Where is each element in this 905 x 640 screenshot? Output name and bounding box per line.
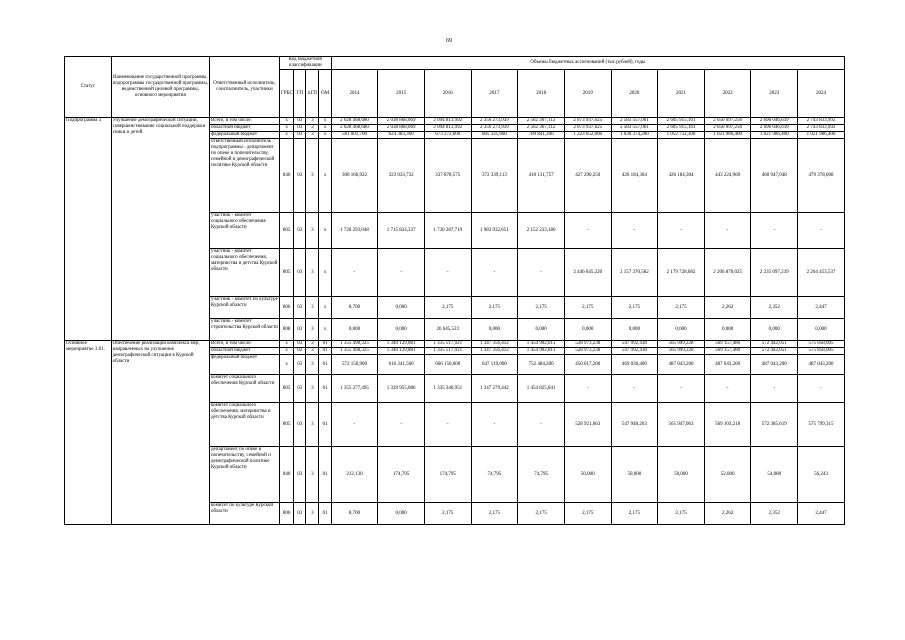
row-code: 03 [294, 503, 306, 525]
row-value: 1 030 374,200 [611, 132, 658, 139]
row-value: 2 446 645,220 [564, 249, 611, 297]
row-code: 808 [279, 319, 293, 341]
row-value: - [564, 213, 611, 249]
row-value: - [331, 403, 378, 447]
row-value: 2 356 273,939 [471, 125, 518, 132]
row-value: 0,000 [518, 319, 565, 341]
row-code: x [319, 213, 331, 249]
row-value: 616 341,500 [378, 355, 425, 375]
row-value: 8,700 [331, 297, 378, 319]
row-value: 1 355 277,495 [331, 375, 378, 403]
row-value: 2,175 [518, 297, 565, 319]
row-value: 2 696 046,639 [751, 118, 798, 125]
row-value: 0,000 [658, 319, 705, 341]
row-value: 572 442,051 [751, 341, 798, 348]
row-executor: участник - комитет строительства Курской области [210, 319, 280, 341]
row-executor: федеральный бюджет [210, 355, 280, 375]
row-code: 03 [294, 132, 306, 139]
row-value: 50,000 [611, 447, 658, 503]
row-code: 03 [294, 341, 306, 348]
row-value: 2 562 367,112 [518, 118, 565, 125]
row-value: 685 331,600 [471, 132, 518, 139]
row-code: 03 [294, 125, 306, 132]
row-value: 1 335 517,921 [424, 348, 471, 355]
row-code: 03 [294, 447, 306, 503]
row-code: x [319, 132, 331, 139]
row-value: 52,000 [704, 447, 751, 503]
header-year: 2024 [798, 70, 845, 118]
header-year: 2021 [658, 70, 705, 118]
row-code: 3 [306, 503, 319, 525]
row-code: 3 [306, 125, 319, 132]
row-value: 2 605 915,161 [658, 118, 705, 125]
row-value: 2 873 937,625 [564, 118, 611, 125]
row-value: 469 036,400 [611, 355, 658, 375]
header-name: Наименование государственной программы, подпрограммы государственной программы, ведомственной целевой программы, основного мероприятия [111, 57, 209, 118]
row-value: 581 001,700 [331, 132, 378, 139]
row-value: 0,000 [751, 319, 798, 341]
row-code: 03 [294, 319, 306, 341]
row-code: 3 [306, 319, 319, 341]
row-value: 666 150,600 [424, 355, 471, 375]
row-value: 2 157 370,582 [611, 249, 658, 297]
table-row [65, 118, 845, 125]
row-value: - [798, 375, 845, 403]
row-executor: областной бюджет [210, 348, 280, 355]
row-value: 572 156,900 [331, 355, 378, 375]
row-code: 805 [279, 213, 293, 249]
row-value: 575 858,005 [798, 341, 845, 348]
row-code: 01 [319, 348, 331, 355]
row-value: 8,700 [331, 503, 378, 525]
header-year: 2016 [424, 70, 471, 118]
row-code: 03 [294, 139, 306, 213]
row-value: 212,130 [331, 447, 378, 503]
row-value: 2 179 728,682 [658, 249, 705, 297]
row-value: 2,175 [658, 297, 705, 319]
row-value: 547 940,263 [611, 403, 658, 447]
row-code: 3 [306, 297, 319, 319]
row-code: 02 [294, 348, 306, 355]
row-code: 01 [319, 355, 331, 375]
row-value: 565 947,063 [658, 403, 705, 447]
row-value: 2 264 453,537 [798, 249, 845, 297]
row-value: 26 645,523 [424, 319, 471, 341]
row-code: 840 [279, 139, 293, 213]
row-value: 337 878,575 [424, 139, 471, 213]
row-value: - [518, 403, 565, 447]
row-value: 2 743 833,992 [798, 125, 845, 132]
row-value: 1 715 834,337 [378, 213, 425, 249]
row-value: 2 356 273,939 [471, 118, 518, 125]
row-code: 805 [279, 403, 293, 447]
row-value: - [704, 375, 751, 403]
row-value: 50,000 [564, 447, 611, 503]
row-value: 426 184,304 [658, 139, 705, 213]
row-code: 01 [319, 375, 331, 403]
row-value: 443 224,969 [704, 139, 751, 213]
row-value: 174,795 [424, 447, 471, 503]
row-executor: департамент по опеке и попечительству, семейной и демографической политике Курской области [210, 447, 280, 503]
row-executor: федеральный бюджет [210, 132, 280, 139]
row-code: 01 [319, 447, 331, 503]
row-value: 56,243 [798, 447, 845, 503]
row-value: - [331, 249, 378, 297]
header-year: 2014 [331, 70, 378, 118]
row-value: 2 583 557,061 [611, 118, 658, 125]
row-value: 1 340 129,881 [378, 348, 425, 355]
row-code: x [279, 118, 293, 125]
row-value: - [704, 213, 751, 249]
row-code: 03 [294, 375, 306, 403]
row-value: 1 454 825,841 [518, 375, 565, 403]
row-value: 1 339 955,086 [378, 375, 425, 403]
row-value: 1 983 932,651 [471, 213, 518, 249]
row-code: 3 [306, 249, 319, 297]
row-code: x [279, 355, 293, 375]
row-value: 74,795 [518, 447, 565, 503]
row-value: 789 841,200 [518, 132, 565, 139]
row-value: 0,000 [704, 319, 751, 341]
row-value: 300 166,922 [331, 139, 378, 213]
row-value: 1 347 279,442 [471, 375, 518, 403]
row-value: 1 021 986,400 [798, 132, 845, 139]
row-value: 2,352 [751, 503, 798, 525]
row-value: 1 052 732,300 [658, 132, 705, 139]
row-value: 565 999,228 [658, 341, 705, 348]
row-code: 03 [294, 118, 306, 125]
row-value: 569 157,480 [704, 341, 751, 348]
row-value: 450 017,200 [564, 355, 611, 375]
table-body [65, 118, 845, 525]
row-value: 2,175 [518, 503, 565, 525]
row-code: 3 [306, 341, 319, 348]
header-budget-code: Код бюджетной классификации [279, 57, 331, 70]
row-value: 2 650 097,256 [704, 125, 751, 132]
row-value: 565 999,228 [658, 348, 705, 355]
row-value: 1 728 293,048 [331, 213, 378, 249]
row-value: 2 038 868,069 [378, 118, 425, 125]
header-executor: Ответственный исполнитель, соисполнитель, участники [210, 57, 280, 118]
row-executor: участник - комитет социального обеспечения, материнства и детства Курской области [210, 249, 280, 297]
row-value: 2,352 [751, 297, 798, 319]
row-code: x [319, 297, 331, 319]
header-year: 2017 [471, 70, 518, 118]
header-year: 2018 [518, 70, 565, 118]
row-value: 2 038 868,069 [378, 125, 425, 132]
budget-table [64, 56, 845, 525]
row-code: x [279, 348, 293, 355]
row-value: 528 921,063 [564, 403, 611, 447]
row-value: - [658, 375, 705, 403]
row-value: 0,000 [378, 297, 425, 319]
row-code: 01 [319, 503, 331, 525]
row-value: 2,175 [424, 503, 471, 525]
row-value: 2 562 367,112 [518, 125, 565, 132]
row-executor: Всего, в том числе: [210, 341, 280, 348]
row-value: 2,175 [564, 297, 611, 319]
row-value: 2 028 468,680 [331, 118, 378, 125]
row-value: 426 184,304 [611, 139, 658, 213]
row-value: 50,000 [658, 447, 705, 503]
header-year: 2015 [378, 70, 425, 118]
row-executor: комитет социального обеспечения Курской области [210, 375, 280, 403]
row-value: 487 043,200 [798, 355, 845, 375]
row-value: 624 383,300 [378, 132, 425, 139]
row-code: 806 [279, 297, 293, 319]
row-code: 01 [319, 341, 331, 348]
row-code: 840 [279, 447, 293, 503]
row-value: 0,000 [378, 319, 425, 341]
section-status: Подпрограмма 3 [65, 118, 112, 341]
row-value: 1 454 902,811 [518, 341, 565, 348]
row-code: 03 [294, 213, 306, 249]
row-code: 01 [319, 403, 331, 447]
row-value: 427 290,250 [564, 139, 611, 213]
row-value: 2,175 [564, 503, 611, 525]
row-value: 2 873 937,625 [564, 125, 611, 132]
row-executor: Всего, в том числе: [210, 118, 280, 125]
row-code: x [279, 125, 293, 132]
header-status: Статус [65, 57, 112, 118]
row-value: 1 347 356,412 [471, 341, 518, 348]
row-value: - [424, 249, 471, 297]
row-value: 1 355 498,325 [331, 348, 378, 355]
row-value: 372 339,113 [471, 139, 518, 213]
row-value: 2 650 097,256 [704, 118, 751, 125]
row-value: 1 223 652,000 [564, 132, 611, 139]
row-executor: участник - комитет по культуре Курской области [210, 297, 280, 319]
header-pgp: пГП [306, 70, 319, 118]
row-code: 3 [306, 213, 319, 249]
row-value: 2,262 [704, 503, 751, 525]
row-value: 487 043,200 [704, 355, 751, 375]
row-value: 2 605 915,161 [658, 125, 705, 132]
row-value: 1 021 986,400 [751, 132, 798, 139]
row-code: 03 [294, 355, 306, 375]
header-gp: ГП [294, 70, 306, 118]
row-value: - [378, 403, 425, 447]
row-value: - [658, 213, 705, 249]
row-value: 479 378,008 [798, 139, 845, 213]
header-grbs: ГРБС [279, 70, 293, 118]
row-code: x [319, 125, 331, 132]
section-status: Основное мероприятие 3.01. [65, 341, 112, 525]
row-value: 1 347 356,412 [471, 348, 518, 355]
row-value: 2,175 [471, 297, 518, 319]
row-value: - [611, 375, 658, 403]
row-value: 572 442,051 [751, 348, 798, 355]
row-value: 2,262 [704, 297, 751, 319]
header-year: 2020 [611, 70, 658, 118]
row-code: 3 [306, 403, 319, 447]
row-value: 1 335 340,951 [424, 375, 471, 403]
row-code: x [319, 118, 331, 125]
row-value: 74,795 [471, 447, 518, 503]
row-value: - [611, 213, 658, 249]
row-value: 1 355 498,325 [331, 341, 378, 348]
row-value: 54,080 [751, 447, 798, 503]
header-year: 2019 [564, 70, 611, 118]
row-value: 575 799,315 [798, 403, 845, 447]
row-value: - [378, 249, 425, 297]
row-value: 487 043,200 [751, 355, 798, 375]
row-executor: областной бюджет [210, 125, 280, 132]
section-name: Обеспечение реализации комплекса мер, направленных на улучшение демографической ситуации в Курской области [111, 341, 209, 525]
row-value: 0,000 [378, 503, 425, 525]
row-code: 805 [279, 375, 293, 403]
row-value: 2,175 [424, 297, 471, 319]
row-value: 547 992,438 [611, 341, 658, 348]
header-om: ОМ [319, 70, 331, 118]
row-value: - [518, 249, 565, 297]
row-value: 2 206 870,025 [704, 249, 751, 297]
row-code: 806 [279, 503, 293, 525]
row-executor: участник - комитет социального обеспечения Курской области [210, 213, 280, 249]
row-value: 647 119,000 [471, 355, 518, 375]
header-year: 2022 [704, 70, 751, 118]
row-value: 1 021 986,400 [704, 132, 751, 139]
page-number: 69 [446, 38, 452, 44]
row-code: x [319, 249, 331, 297]
row-value: 1 340 129,881 [378, 341, 425, 348]
row-value: - [471, 249, 518, 297]
row-value: 460 947,048 [751, 139, 798, 213]
row-value: 0,000 [331, 319, 378, 341]
row-value: 1 335 517,921 [424, 341, 471, 348]
row-executor: ответственный исполнитель подпрограммы - департамент по опеке и попечительству, семейной и демографической политике Курской области [210, 139, 280, 213]
row-value: 2 743 833,992 [798, 118, 845, 125]
row-value: - [424, 403, 471, 447]
row-value: 2 094 813,992 [424, 118, 471, 125]
row-value: - [751, 213, 798, 249]
row-value: - [798, 213, 845, 249]
row-value: - [751, 375, 798, 403]
row-value: 2 696 046,639 [751, 125, 798, 132]
row-value: 575 858,005 [798, 348, 845, 355]
header-volumes: Объемы бюджетных ассигнований (тыс.рублей), годы [331, 57, 844, 70]
row-value: 0,000 [611, 319, 658, 341]
row-value: - [471, 403, 518, 447]
row-value: 2,447 [798, 297, 845, 319]
section-name: Улучшение демографической ситуации, совершенствование социальной поддержки семьи и детей [111, 118, 209, 341]
row-value: 0,000 [471, 319, 518, 341]
table-row [65, 341, 845, 348]
row-code: 3 [306, 139, 319, 213]
row-value: 487 043,200 [658, 355, 705, 375]
row-value: 2,175 [658, 503, 705, 525]
row-value: 2,447 [798, 503, 845, 525]
row-code: 3 [306, 447, 319, 503]
row-value: 528 973,238 [564, 341, 611, 348]
row-value: 673 272,600 [424, 132, 471, 139]
row-value: 528 973,238 [564, 348, 611, 355]
row-value: 2 583 557,061 [611, 125, 658, 132]
row-value: 752 484,200 [518, 355, 565, 375]
row-code: x [279, 132, 293, 139]
row-value: 1 730 287,719 [424, 213, 471, 249]
row-value: 2 235 097,239 [751, 249, 798, 297]
row-code: 805 [279, 249, 293, 297]
row-code: 03 [294, 403, 306, 447]
row-code: 03 [294, 249, 306, 297]
row-value: 2 152 233,180 [518, 213, 565, 249]
row-code: x [319, 319, 331, 341]
row-value: 323 033,732 [378, 139, 425, 213]
row-value: 410 131,757 [518, 139, 565, 213]
row-value: 1 454 902,811 [518, 348, 565, 355]
row-value: 569 103,218 [704, 403, 751, 447]
row-code: 03 [294, 297, 306, 319]
row-value: 2,175 [611, 503, 658, 525]
row-value: 2 094 813,992 [424, 125, 471, 132]
row-value: 2 028 468,680 [331, 125, 378, 132]
row-value: 547 992,438 [611, 348, 658, 355]
row-code: 3 [306, 118, 319, 125]
row-value: 2,175 [611, 297, 658, 319]
row-executor: комитет по культуре Курской области [210, 503, 280, 525]
row-value: 569 157,480 [704, 348, 751, 355]
row-executor: комитет социального обеспечения, материнства и детства Курской области [210, 403, 280, 447]
row-code: 3 [306, 355, 319, 375]
row-value: - [564, 375, 611, 403]
header-year: 2023 [751, 70, 798, 118]
row-code: x [319, 139, 331, 213]
row-value: 572 385,619 [751, 403, 798, 447]
row-code: x [279, 341, 293, 348]
row-value: 0,000 [798, 319, 845, 341]
row-code: 3 [306, 375, 319, 403]
row-value: 0,000 [564, 319, 611, 341]
row-value: 174,795 [378, 447, 425, 503]
row-code: 3 [306, 348, 319, 355]
row-code: 3 [306, 132, 319, 139]
row-value: 2,175 [471, 503, 518, 525]
